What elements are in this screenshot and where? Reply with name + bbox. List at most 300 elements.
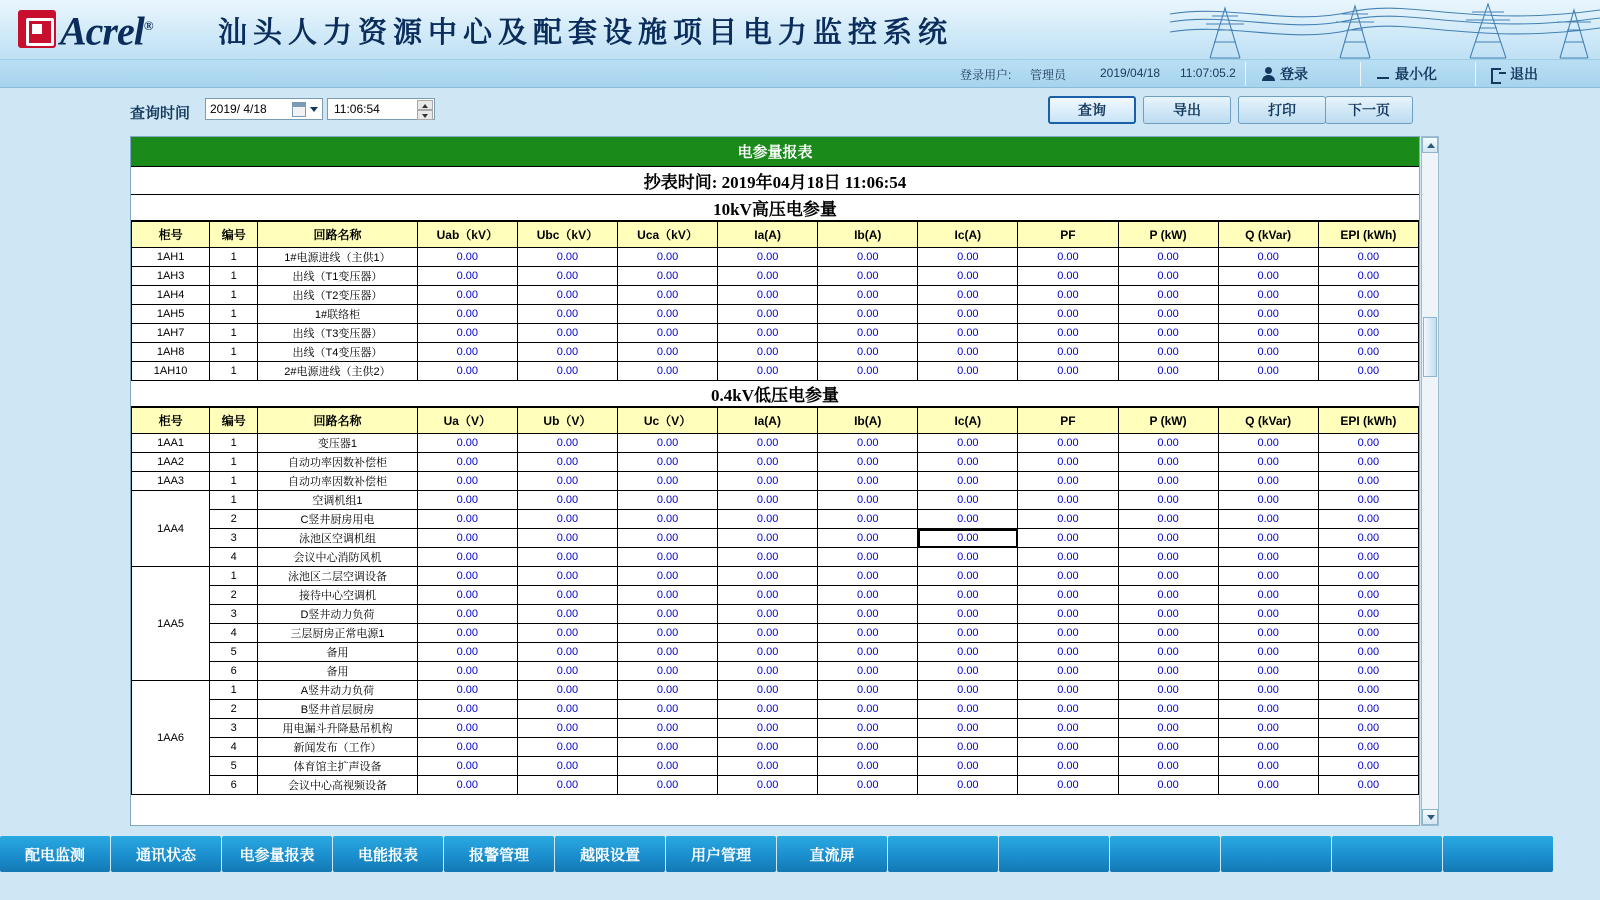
cell-value[interactable]: 0.00 <box>1118 605 1218 624</box>
cell-value[interactable]: 0.00 <box>918 624 1018 643</box>
cell-value-selected[interactable]: 0.00 <box>918 529 1018 548</box>
table-row[interactable] <box>132 491 1419 510</box>
cell-value[interactable]: 0.00 <box>417 567 517 586</box>
cell-value[interactable]: 0.00 <box>918 248 1018 267</box>
cell-value[interactable]: 0.00 <box>818 343 918 362</box>
cell-value[interactable]: 0.00 <box>1318 286 1418 305</box>
table-row[interactable] <box>132 719 1419 738</box>
cell-value[interactable]: 0.00 <box>1018 248 1118 267</box>
cell-value[interactable]: 0.00 <box>718 776 818 795</box>
minimize-button[interactable] <box>1370 63 1443 85</box>
cell-value[interactable]: 0.00 <box>1018 719 1118 738</box>
cell-value[interactable]: 0.00 <box>617 286 717 305</box>
footer-tab-7[interactable]: 直流屏 <box>777 836 887 872</box>
cell-value[interactable]: 0.00 <box>417 605 517 624</box>
cell-value[interactable]: 0.00 <box>517 434 617 453</box>
cell-value[interactable]: 0.00 <box>617 624 717 643</box>
cell-value[interactable]: 0.00 <box>417 510 517 529</box>
cell-value[interactable]: 0.00 <box>1318 681 1418 700</box>
cell-value[interactable]: 0.00 <box>1318 662 1418 681</box>
cell-value[interactable]: 0.00 <box>1118 548 1218 567</box>
cell-value[interactable]: 0.00 <box>1218 776 1318 795</box>
table-row[interactable] <box>132 267 1419 286</box>
cell-value[interactable]: 0.00 <box>718 305 818 324</box>
cell-value[interactable]: 0.00 <box>818 681 918 700</box>
cell-value[interactable]: 0.00 <box>1318 248 1418 267</box>
cell-value[interactable]: 0.00 <box>1318 453 1418 472</box>
cell-value[interactable]: 0.00 <box>417 305 517 324</box>
cell-value[interactable]: 0.00 <box>918 681 1018 700</box>
exit-button[interactable] <box>1485 63 1544 85</box>
cell-value[interactable]: 0.00 <box>517 662 617 681</box>
cell-value[interactable]: 0.00 <box>1118 472 1218 491</box>
cell-value[interactable]: 0.00 <box>1118 529 1218 548</box>
cell-value[interactable]: 0.00 <box>1018 624 1118 643</box>
cell-value[interactable]: 0.00 <box>918 434 1018 453</box>
cell-value[interactable]: 0.00 <box>1118 362 1218 381</box>
cell-value[interactable]: 0.00 <box>417 548 517 567</box>
cell-value[interactable]: 0.00 <box>918 662 1018 681</box>
cell-value[interactable]: 0.00 <box>1118 681 1218 700</box>
cell-value[interactable]: 0.00 <box>1118 757 1218 776</box>
cell-value[interactable]: 0.00 <box>818 491 918 510</box>
cell-value[interactable]: 0.00 <box>1318 510 1418 529</box>
cell-value[interactable]: 0.00 <box>1018 453 1118 472</box>
footer-tab-0[interactable]: 配电监测 <box>0 836 110 872</box>
footer-tab-4[interactable]: 报警管理 <box>444 836 554 872</box>
cell-value[interactable]: 0.00 <box>1018 757 1118 776</box>
cell-value[interactable]: 0.00 <box>417 267 517 286</box>
query-button[interactable]: 查询 <box>1048 96 1136 124</box>
table-row[interactable] <box>132 324 1419 343</box>
cell-value[interactable]: 0.00 <box>417 286 517 305</box>
cell-value[interactable]: 0.00 <box>1018 681 1118 700</box>
cell-value[interactable]: 0.00 <box>1218 324 1318 343</box>
cell-value[interactable]: 0.00 <box>1118 305 1218 324</box>
report-scrollbar[interactable] <box>1421 136 1439 826</box>
cell-value[interactable]: 0.00 <box>1218 738 1318 757</box>
table-row[interactable] <box>132 248 1419 267</box>
cell-value[interactable]: 0.00 <box>1318 700 1418 719</box>
cell-value[interactable]: 0.00 <box>718 548 818 567</box>
cell-value[interactable]: 0.00 <box>918 491 1018 510</box>
cell-value[interactable]: 0.00 <box>517 286 617 305</box>
cell-value[interactable]: 0.00 <box>1118 700 1218 719</box>
table-row[interactable] <box>132 605 1419 624</box>
table-row[interactable] <box>132 586 1419 605</box>
cell-value[interactable]: 0.00 <box>718 624 818 643</box>
cell-value[interactable]: 0.00 <box>617 643 717 662</box>
cell-value[interactable]: 0.00 <box>1218 662 1318 681</box>
cell-value[interactable]: 0.00 <box>1118 586 1218 605</box>
cell-value[interactable]: 0.00 <box>1018 662 1118 681</box>
cell-value[interactable]: 0.00 <box>517 453 617 472</box>
cell-value[interactable]: 0.00 <box>718 362 818 381</box>
cell-value[interactable]: 0.00 <box>818 586 918 605</box>
cell-value[interactable]: 0.00 <box>617 453 717 472</box>
cell-value[interactable]: 0.00 <box>417 362 517 381</box>
table-row[interactable] <box>132 662 1419 681</box>
cell-value[interactable]: 0.00 <box>818 662 918 681</box>
cell-value[interactable]: 0.00 <box>517 681 617 700</box>
footer-tab-blank-8[interactable] <box>888 836 998 872</box>
cell-value[interactable]: 0.00 <box>818 324 918 343</box>
cell-value[interactable]: 0.00 <box>718 681 818 700</box>
cell-value[interactable]: 0.00 <box>617 757 717 776</box>
cell-value[interactable]: 0.00 <box>1318 643 1418 662</box>
cell-value[interactable]: 0.00 <box>1318 586 1418 605</box>
cell-value[interactable]: 0.00 <box>1218 719 1318 738</box>
scrollbar-thumb[interactable] <box>1423 317 1437 377</box>
cell-value[interactable]: 0.00 <box>818 453 918 472</box>
cell-value[interactable]: 0.00 <box>417 624 517 643</box>
cell-value[interactable]: 0.00 <box>918 362 1018 381</box>
cell-value[interactable]: 0.00 <box>517 510 617 529</box>
cell-value[interactable]: 0.00 <box>1218 491 1318 510</box>
export-button[interactable]: 导出 <box>1143 96 1231 124</box>
cell-value[interactable]: 0.00 <box>918 567 1018 586</box>
cell-value[interactable]: 0.00 <box>818 776 918 795</box>
cell-value[interactable]: 0.00 <box>517 267 617 286</box>
cell-value[interactable]: 0.00 <box>1218 510 1318 529</box>
cell-value[interactable]: 0.00 <box>1218 586 1318 605</box>
time-stepper-up[interactable] <box>417 100 433 110</box>
cell-value[interactable]: 0.00 <box>517 757 617 776</box>
cell-value[interactable]: 0.00 <box>918 757 1018 776</box>
cell-value[interactable]: 0.00 <box>417 776 517 795</box>
cell-value[interactable]: 0.00 <box>517 529 617 548</box>
footer-tab-blank-11[interactable] <box>1221 836 1331 872</box>
cell-value[interactable]: 0.00 <box>718 472 818 491</box>
cell-value[interactable]: 0.00 <box>417 491 517 510</box>
table-row[interactable] <box>132 510 1419 529</box>
cell-value[interactable]: 0.00 <box>517 491 617 510</box>
cell-value[interactable]: 0.00 <box>718 567 818 586</box>
chevron-down-icon[interactable] <box>310 107 318 112</box>
cell-value[interactable]: 0.00 <box>617 267 717 286</box>
table-row[interactable] <box>132 343 1419 362</box>
cell-value[interactable]: 0.00 <box>918 267 1018 286</box>
table-row[interactable] <box>132 738 1419 757</box>
cell-value[interactable]: 0.00 <box>1218 472 1318 491</box>
cell-value[interactable]: 0.00 <box>918 586 1018 605</box>
cell-value[interactable]: 0.00 <box>818 434 918 453</box>
cell-value[interactable]: 0.00 <box>918 643 1018 662</box>
cell-value[interactable]: 0.00 <box>517 719 617 738</box>
footer-tab-blank-13[interactable] <box>1443 836 1553 872</box>
cell-value[interactable]: 0.00 <box>417 248 517 267</box>
cell-value[interactable]: 0.00 <box>417 434 517 453</box>
cell-value[interactable]: 0.00 <box>918 605 1018 624</box>
table-row[interactable] <box>132 681 1419 700</box>
cell-value[interactable]: 0.00 <box>517 362 617 381</box>
cell-value[interactable]: 0.00 <box>1018 286 1118 305</box>
cell-value[interactable]: 0.00 <box>818 286 918 305</box>
cell-value[interactable]: 0.00 <box>1318 738 1418 757</box>
footer-tab-blank-10[interactable] <box>1110 836 1220 872</box>
cell-value[interactable]: 0.00 <box>1118 491 1218 510</box>
cell-value[interactable]: 0.00 <box>517 605 617 624</box>
footer-tab-1[interactable]: 通讯状态 <box>111 836 221 872</box>
cell-value[interactable]: 0.00 <box>1218 343 1318 362</box>
cell-value[interactable]: 0.00 <box>1218 362 1318 381</box>
table-row[interactable] <box>132 434 1419 453</box>
next-page-button[interactable]: 下一页 <box>1325 96 1413 124</box>
cell-value[interactable]: 0.00 <box>818 700 918 719</box>
table-row[interactable] <box>132 362 1419 381</box>
cell-value[interactable]: 0.00 <box>617 434 717 453</box>
cell-value[interactable]: 0.00 <box>1118 434 1218 453</box>
cell-value[interactable]: 0.00 <box>818 529 918 548</box>
cell-value[interactable]: 0.00 <box>1218 567 1318 586</box>
cell-value[interactable]: 0.00 <box>1018 491 1118 510</box>
cell-value[interactable]: 0.00 <box>718 586 818 605</box>
cell-value[interactable]: 0.00 <box>1218 453 1318 472</box>
cell-value[interactable]: 0.00 <box>517 700 617 719</box>
cell-value[interactable]: 0.00 <box>1018 605 1118 624</box>
cell-value[interactable]: 0.00 <box>1018 343 1118 362</box>
table-row[interactable] <box>132 286 1419 305</box>
cell-value[interactable]: 0.00 <box>1018 510 1118 529</box>
cell-value[interactable]: 0.00 <box>718 757 818 776</box>
cell-value[interactable]: 0.00 <box>617 719 717 738</box>
cell-value[interactable]: 0.00 <box>1318 605 1418 624</box>
query-date-input[interactable] <box>205 98 323 120</box>
cell-value[interactable]: 0.00 <box>1118 248 1218 267</box>
cell-value[interactable]: 0.00 <box>517 548 617 567</box>
cell-value[interactable]: 0.00 <box>1118 510 1218 529</box>
cell-value[interactable]: 0.00 <box>1218 529 1318 548</box>
cell-value[interactable]: 0.00 <box>918 472 1018 491</box>
cell-value[interactable]: 0.00 <box>818 548 918 567</box>
cell-value[interactable]: 0.00 <box>818 510 918 529</box>
cell-value[interactable]: 0.00 <box>1318 719 1418 738</box>
cell-value[interactable]: 0.00 <box>1218 248 1318 267</box>
cell-value[interactable]: 0.00 <box>718 434 818 453</box>
time-stepper-down[interactable] <box>417 110 433 120</box>
cell-value[interactable]: 0.00 <box>718 719 818 738</box>
cell-value[interactable]: 0.00 <box>1018 586 1118 605</box>
cell-value[interactable]: 0.00 <box>417 343 517 362</box>
cell-value[interactable]: 0.00 <box>718 453 818 472</box>
cell-value[interactable]: 0.00 <box>1318 434 1418 453</box>
cell-value[interactable]: 0.00 <box>1318 305 1418 324</box>
cell-value[interactable]: 0.00 <box>1318 567 1418 586</box>
table-row[interactable] <box>132 700 1419 719</box>
cell-value[interactable]: 0.00 <box>818 624 918 643</box>
calendar-icon[interactable] <box>292 102 306 117</box>
cell-value[interactable]: 0.00 <box>1018 324 1118 343</box>
login-button[interactable] <box>1255 63 1314 85</box>
table-row[interactable] <box>132 472 1419 491</box>
cell-value[interactable]: 0.00 <box>1218 624 1318 643</box>
footer-tab-blank-12[interactable] <box>1332 836 1442 872</box>
cell-value[interactable]: 0.00 <box>918 738 1018 757</box>
cell-value[interactable]: 0.00 <box>417 757 517 776</box>
cell-value[interactable]: 0.00 <box>718 529 818 548</box>
cell-value[interactable]: 0.00 <box>1118 719 1218 738</box>
cell-value[interactable]: 0.00 <box>718 267 818 286</box>
cell-value[interactable]: 0.00 <box>1018 529 1118 548</box>
cell-value[interactable]: 0.00 <box>1218 757 1318 776</box>
cell-value[interactable]: 0.00 <box>1018 700 1118 719</box>
footer-tab-blank-9[interactable] <box>999 836 1109 872</box>
cell-value[interactable]: 0.00 <box>718 643 818 662</box>
cell-value[interactable]: 0.00 <box>617 681 717 700</box>
cell-value[interactable]: 0.00 <box>417 719 517 738</box>
cell-value[interactable]: 0.00 <box>617 738 717 757</box>
cell-value[interactable]: 0.00 <box>417 681 517 700</box>
cell-value[interactable]: 0.00 <box>1318 776 1418 795</box>
cell-value[interactable]: 0.00 <box>1118 643 1218 662</box>
cell-value[interactable]: 0.00 <box>1018 472 1118 491</box>
table-row[interactable] <box>132 757 1419 776</box>
cell-value[interactable]: 0.00 <box>918 700 1018 719</box>
cell-value[interactable]: 0.00 <box>1318 491 1418 510</box>
cell-value[interactable]: 0.00 <box>417 472 517 491</box>
table-row[interactable] <box>132 305 1419 324</box>
cell-value[interactable]: 0.00 <box>1018 643 1118 662</box>
cell-value[interactable]: 0.00 <box>617 362 717 381</box>
cell-value[interactable]: 0.00 <box>417 738 517 757</box>
cell-value[interactable]: 0.00 <box>617 510 717 529</box>
cell-value[interactable]: 0.00 <box>1218 700 1318 719</box>
cell-value[interactable]: 0.00 <box>517 624 617 643</box>
cell-value[interactable]: 0.00 <box>818 719 918 738</box>
cell-value[interactable]: 0.00 <box>417 324 517 343</box>
cell-value[interactable]: 0.00 <box>1118 286 1218 305</box>
cell-value[interactable]: 0.00 <box>517 776 617 795</box>
cell-value[interactable]: 0.00 <box>517 738 617 757</box>
cell-value[interactable]: 0.00 <box>818 567 918 586</box>
cell-value[interactable]: 0.00 <box>1318 324 1418 343</box>
cell-value[interactable]: 0.00 <box>1318 267 1418 286</box>
cell-value[interactable]: 0.00 <box>1218 643 1318 662</box>
cell-value[interactable]: 0.00 <box>517 324 617 343</box>
cell-value[interactable]: 0.00 <box>1218 548 1318 567</box>
cell-value[interactable]: 0.00 <box>1118 324 1218 343</box>
cell-value[interactable]: 0.00 <box>1218 305 1318 324</box>
cell-value[interactable]: 0.00 <box>417 700 517 719</box>
footer-tab-6[interactable]: 用户管理 <box>666 836 776 872</box>
table-row[interactable] <box>132 567 1419 586</box>
table-row[interactable] <box>132 453 1419 472</box>
cell-value[interactable]: 0.00 <box>818 738 918 757</box>
cell-value[interactable]: 0.00 <box>617 248 717 267</box>
cell-value[interactable]: 0.00 <box>617 491 717 510</box>
cell-value[interactable]: 0.00 <box>718 286 818 305</box>
cell-value[interactable]: 0.00 <box>1018 434 1118 453</box>
cell-value[interactable]: 0.00 <box>918 776 1018 795</box>
scroll-down-arrow[interactable] <box>1422 809 1438 825</box>
cell-value[interactable]: 0.00 <box>617 529 717 548</box>
query-time-input[interactable] <box>327 98 435 120</box>
footer-tab-5[interactable]: 越限设置 <box>555 836 665 872</box>
time-stepper[interactable] <box>417 100 433 120</box>
cell-value[interactable]: 0.00 <box>818 472 918 491</box>
cell-value[interactable]: 0.00 <box>417 662 517 681</box>
cell-value[interactable]: 0.00 <box>417 586 517 605</box>
cell-value[interactable]: 0.00 <box>1118 267 1218 286</box>
cell-value[interactable]: 0.00 <box>918 548 1018 567</box>
cell-value[interactable]: 0.00 <box>617 662 717 681</box>
cell-value[interactable]: 0.00 <box>617 700 717 719</box>
cell-value[interactable]: 0.00 <box>517 248 617 267</box>
cell-value[interactable]: 0.00 <box>1118 343 1218 362</box>
cell-value[interactable]: 0.00 <box>818 757 918 776</box>
table-row[interactable] <box>132 624 1419 643</box>
cell-value[interactable]: 0.00 <box>918 719 1018 738</box>
cell-value[interactable]: 0.00 <box>1118 662 1218 681</box>
cell-value[interactable]: 0.00 <box>918 453 1018 472</box>
cell-value[interactable]: 0.00 <box>617 586 717 605</box>
footer-tab-2[interactable]: 电参量报表 <box>222 836 332 872</box>
cell-value[interactable]: 0.00 <box>818 305 918 324</box>
cell-value[interactable]: 0.00 <box>1018 567 1118 586</box>
cell-value[interactable]: 0.00 <box>517 567 617 586</box>
cell-value[interactable]: 0.00 <box>1218 681 1318 700</box>
cell-value[interactable]: 0.00 <box>1118 738 1218 757</box>
scroll-up-arrow[interactable] <box>1422 137 1438 153</box>
cell-value[interactable]: 0.00 <box>517 643 617 662</box>
cell-value[interactable]: 0.00 <box>1218 434 1318 453</box>
cell-value[interactable]: 0.00 <box>1318 529 1418 548</box>
cell-value[interactable]: 0.00 <box>718 324 818 343</box>
cell-value[interactable]: 0.00 <box>1018 548 1118 567</box>
cell-value[interactable]: 0.00 <box>617 567 717 586</box>
cell-value[interactable]: 0.00 <box>617 776 717 795</box>
table-row[interactable] <box>132 548 1419 567</box>
cell-value[interactable]: 0.00 <box>1318 362 1418 381</box>
print-button[interactable]: 打印 <box>1238 96 1326 124</box>
cell-value[interactable]: 0.00 <box>918 305 1018 324</box>
cell-value[interactable]: 0.00 <box>517 305 617 324</box>
cell-value[interactable]: 0.00 <box>918 343 1018 362</box>
cell-value[interactable]: 0.00 <box>617 605 717 624</box>
cell-value[interactable]: 0.00 <box>417 529 517 548</box>
cell-value[interactable]: 0.00 <box>818 248 918 267</box>
table-row[interactable] <box>132 529 1419 548</box>
cell-value[interactable]: 0.00 <box>1118 567 1218 586</box>
cell-value[interactable]: 0.00 <box>417 643 517 662</box>
cell-value[interactable]: 0.00 <box>818 605 918 624</box>
table-row[interactable] <box>132 643 1419 662</box>
cell-value[interactable]: 0.00 <box>918 286 1018 305</box>
cell-value[interactable]: 0.00 <box>617 548 717 567</box>
cell-value[interactable]: 0.00 <box>517 472 617 491</box>
cell-value[interactable]: 0.00 <box>1118 624 1218 643</box>
cell-value[interactable]: 0.00 <box>1018 305 1118 324</box>
cell-value[interactable]: 0.00 <box>517 343 617 362</box>
cell-value[interactable]: 0.00 <box>918 324 1018 343</box>
cell-value[interactable]: 0.00 <box>1218 267 1318 286</box>
cell-value[interactable]: 0.00 <box>1018 267 1118 286</box>
cell-value[interactable]: 0.00 <box>1018 738 1118 757</box>
cell-value[interactable]: 0.00 <box>818 643 918 662</box>
cell-value[interactable]: 0.00 <box>718 662 818 681</box>
cell-value[interactable]: 0.00 <box>718 738 818 757</box>
cell-value[interactable]: 0.00 <box>617 343 717 362</box>
cell-value[interactable]: 0.00 <box>617 472 717 491</box>
cell-value[interactable]: 0.00 <box>617 324 717 343</box>
cell-value[interactable]: 0.00 <box>718 510 818 529</box>
cell-value[interactable]: 0.00 <box>1318 757 1418 776</box>
cell-value[interactable]: 0.00 <box>1318 472 1418 491</box>
footer-tab-3[interactable]: 电能报表 <box>333 836 443 872</box>
cell-value[interactable]: 0.00 <box>718 343 818 362</box>
cell-value[interactable]: 0.00 <box>1018 362 1118 381</box>
cell-value[interactable]: 0.00 <box>818 362 918 381</box>
